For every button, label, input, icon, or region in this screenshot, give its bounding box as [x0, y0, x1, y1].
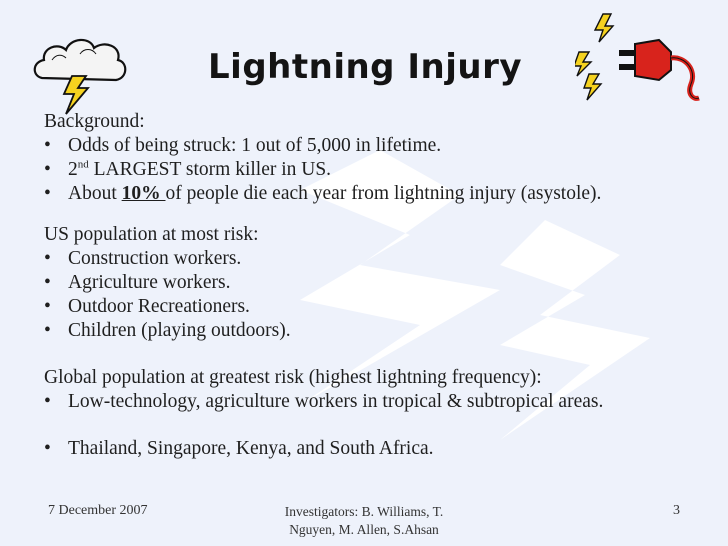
- bullet: •: [44, 159, 51, 180]
- list-item: [44, 319, 724, 343]
- list-item: [44, 271, 724, 295]
- us-heading: US population at most risk:: [44, 224, 259, 245]
- bullet: •: [44, 135, 51, 156]
- bullet: •: [44, 296, 51, 317]
- percent-value: 10%: [121, 183, 166, 204]
- list-item: [44, 134, 724, 158]
- rank-suffix: nd: [77, 158, 89, 171]
- bullet: •: [44, 248, 51, 269]
- list-item: [44, 437, 724, 461]
- investigators-line: Nguyen, M. Allen, S.Ahsan: [289, 522, 439, 537]
- list-item: [44, 390, 724, 414]
- storm-killer-text: LARGEST storm killer in US.: [88, 159, 332, 180]
- page-number: 3: [673, 503, 680, 518]
- global-item: Thailand, Singapore, Kenya, and South Africa.: [68, 438, 434, 459]
- list-item: [44, 295, 724, 319]
- us-item: Construction workers.: [68, 248, 242, 269]
- list-item: [44, 182, 724, 206]
- footer-date: 7 December 2007: [48, 503, 148, 518]
- slide-body: [44, 110, 724, 461]
- storm-cloud-icon: [30, 30, 130, 115]
- bullet: •: [44, 391, 51, 412]
- global-heading: Global population at greatest risk (highest lightning frequency):: [44, 367, 542, 388]
- investigators-line: Investigators: B. Williams, T.: [284, 504, 444, 519]
- mortality-text: of people die each year from lightning injury (asystole).: [165, 183, 602, 204]
- list-item: [44, 158, 724, 182]
- us-item: Children (playing outdoors).: [68, 320, 291, 341]
- background-heading: Background:: [44, 111, 145, 132]
- lightning-plug-icon: [575, 12, 705, 107]
- global-item: Low-technology, agriculture workers in tropical & subtropical areas.: [68, 391, 604, 412]
- us-item: Outdoor Recreationers.: [68, 296, 250, 317]
- footer-investigators: [264, 503, 464, 539]
- list-item: [44, 247, 724, 271]
- us-item: Agriculture workers.: [68, 272, 231, 293]
- slide-title: Lightning Injury: [208, 47, 522, 87]
- odds-text: Odds of being struck: 1 out of 5,000 in lifetime.: [68, 135, 442, 156]
- bullet: •: [44, 272, 51, 293]
- bullet: •: [44, 183, 51, 204]
- bullet: •: [44, 438, 51, 459]
- about-text: About: [68, 183, 122, 204]
- rank-number: 2: [68, 159, 78, 180]
- bullet: •: [44, 320, 51, 341]
